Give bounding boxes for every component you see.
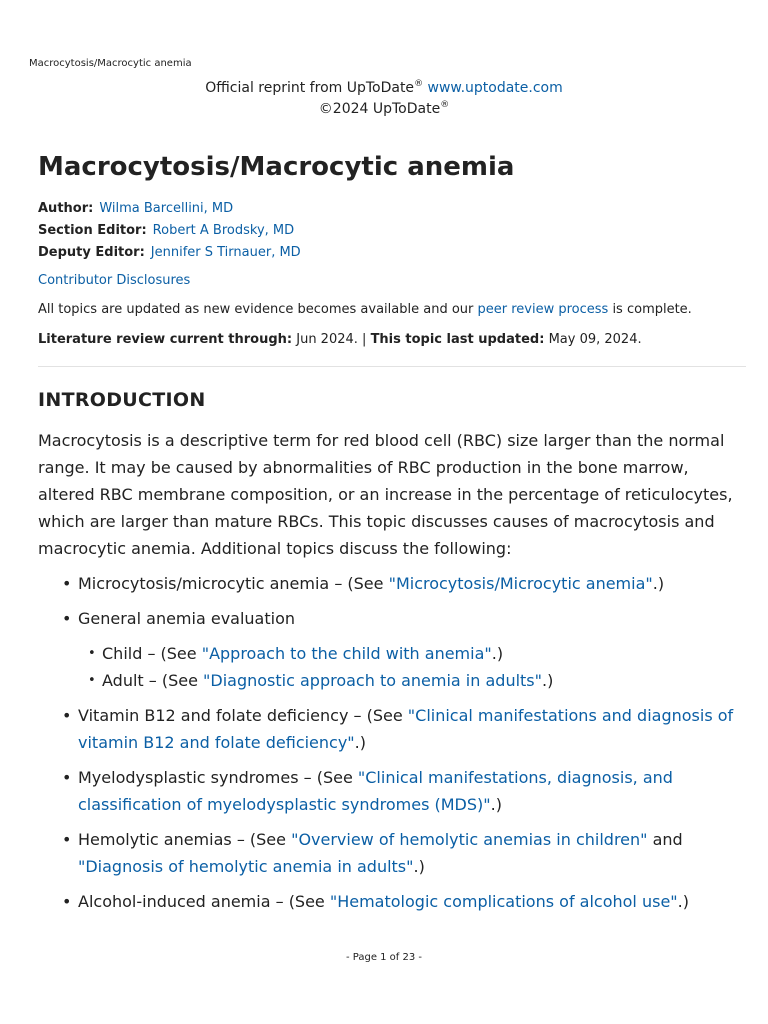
reprint-prefix: Official reprint from UpToDate (205, 80, 415, 96)
section-editor-label: Section Editor: (38, 223, 147, 238)
reprint-notice (0, 78, 768, 120)
page-footer: - Page 1 of 23 - (345, 952, 423, 963)
disclosures-row (38, 271, 746, 291)
hemolytic-adults-link[interactable]: "Diagnosis of hemolytic anemia in adults" (78, 857, 414, 876)
mds-link[interactable]: "Clinical manifestations, diagnosis, and classification of myelodysplastic syndromes (MDS)" (78, 768, 673, 814)
list-item (38, 702, 746, 756)
topic-list (38, 570, 746, 915)
registered-mark: ® (414, 79, 424, 89)
article-content (38, 150, 746, 923)
list-item (38, 605, 746, 694)
review-dates (38, 330, 746, 350)
adult-anemia-link[interactable]: "Diagnostic approach to anemia in adults" (203, 671, 542, 690)
list-item-text: Myelodysplastic syndromes – (See (78, 768, 358, 787)
byline (38, 198, 746, 264)
deputy-editor-row (38, 242, 746, 264)
update-note-end: is complete. (608, 302, 692, 317)
section-editor-link[interactable]: Robert A Brodsky, MD (152, 223, 295, 238)
update-note (38, 300, 746, 320)
page-title: Macrocytosis/Macrocytic anemia (38, 152, 515, 182)
intro-paragraph: Macrocytosis is a descriptive term for red blood cell (RBC) size larger than the normal range. It may be caused by abnormalities of RBC production in the bone marrow, altered RBC membrane composition, or an increase in the percentage of reticulocytes, which are larger than mature RBCs. This topic discusses causes of macrocytosis and macrocytic anemia. Additional topics discuss the following: (38, 431, 733, 558)
sub-list-item (78, 667, 746, 694)
list-item-end: .) (542, 671, 554, 690)
running-head: Macrocytosis/Macrocytic anemia (29, 58, 192, 69)
list-item (38, 570, 746, 597)
list-item-text: Adult – (See (102, 671, 204, 690)
copyright-registered-mark: ® (440, 100, 450, 110)
hemolytic-children-link[interactable]: "Overview of hemolytic anemias in children" (291, 830, 648, 849)
divider (38, 366, 746, 367)
section-heading: INTRODUCTION (38, 389, 206, 411)
author-link[interactable]: Wilma Barcellini, MD (99, 201, 234, 216)
list-item (38, 888, 746, 915)
list-item (38, 764, 746, 818)
author-row (38, 198, 746, 220)
reprint-line (0, 78, 768, 99)
child-anemia-link[interactable]: "Approach to the child with anemia" (201, 644, 492, 663)
list-item (38, 826, 746, 880)
last-updated-value: May 09, 2024. (544, 332, 642, 347)
section-editor-row (38, 220, 746, 242)
list-item-text: Microcytosis/microcytic anemia – (See (78, 574, 389, 593)
alcohol-link[interactable]: "Hematologic complications of alcohol use" (329, 892, 678, 911)
list-item-end: .) (491, 644, 504, 663)
lit-review-value: Jun 2024. | (292, 332, 371, 347)
sub-list (78, 640, 746, 694)
list-item-text: Hemolytic anemias – (See (78, 830, 292, 849)
list-item-text: General anemia evaluation (78, 609, 296, 628)
deputy-editor-link[interactable]: Jennifer S Tirnauer, MD (150, 245, 301, 260)
lit-review-label: Literature review current through: (38, 332, 293, 347)
deputy-editor-label: Deputy Editor: (38, 245, 145, 260)
list-item-end: .) (413, 857, 425, 876)
author-label: Author: (38, 201, 94, 216)
list-item-end: .) (677, 892, 689, 911)
b12-folate-link[interactable]: "Clinical manifestations and diagnosis of vitamin B12 and folate deficiency" (78, 706, 734, 752)
list-item-end: .) (490, 795, 502, 814)
list-item-mid: and (647, 830, 683, 849)
peer-review-link[interactable]: peer review process (477, 302, 609, 317)
copyright-line (0, 99, 768, 120)
sub-list-item (78, 640, 746, 667)
contributor-disclosures-link[interactable]: Contributor Disclosures (38, 273, 191, 288)
update-note-text: All topics are updated as new evidence becomes available and our (38, 302, 478, 317)
list-item-end: .) (652, 574, 665, 593)
list-item-text: Child – (See (102, 644, 202, 663)
last-updated-label: This topic last updated: (370, 332, 545, 347)
copyright-text: ©2024 UpToDate (318, 101, 441, 117)
list-item-text: Vitamin B12 and folate deficiency – (See (78, 706, 408, 725)
microcytosis-link[interactable]: "Microcytosis/Microcytic anemia" (388, 574, 653, 593)
list-item-end: .) (354, 733, 366, 752)
list-item-text: Alcohol-induced anemia – (See (78, 892, 330, 911)
uptodate-url-link[interactable]: www.uptodate.com (427, 80, 563, 96)
